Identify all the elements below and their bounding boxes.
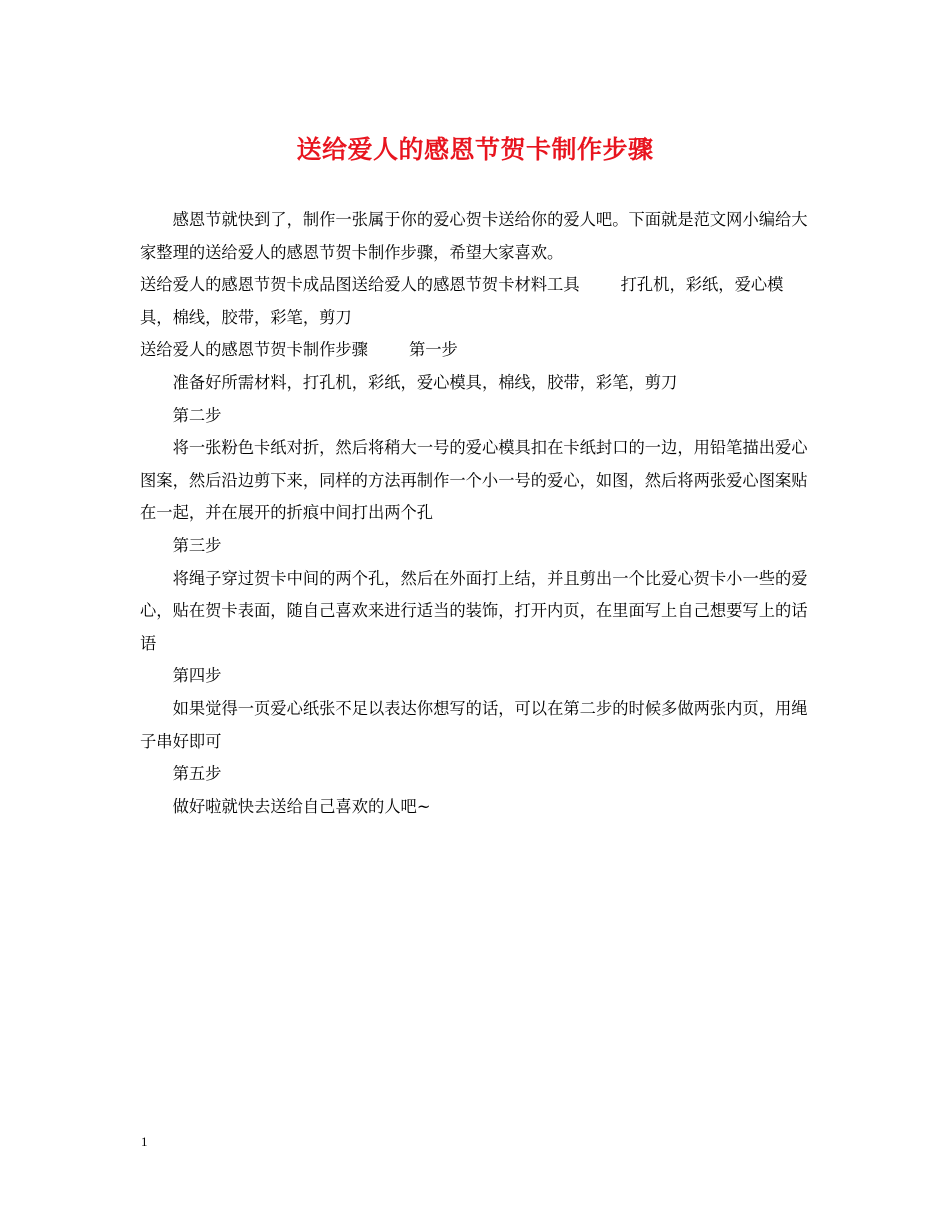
materials-label: 送给爱人的感恩节贺卡成品图送给爱人的感恩节贺卡材料工具 — [140, 275, 580, 295]
step3-heading: 第三步 — [172, 535, 222, 555]
steps-heading-paragraph — [140, 334, 812, 367]
step4-heading: 第四步 — [172, 666, 222, 686]
intro-paragraph: 感恩节就快到了，制作一张属于你的爱心贺卡送给你的爱人吧。下面就是范文网小编给大家整理的送给爱人的感恩节贺卡制作步骤，希望大家喜欢。 — [140, 210, 808, 262]
step5-heading: 第五步 — [172, 764, 222, 784]
step5-text: 做好啦就快去送给自己喜欢的人吧~ — [172, 796, 431, 816]
materials-paragraph — [140, 269, 812, 334]
step2-text: 将一张粉色卡纸对折，然后将稍大一号的爱心模具扣在卡纸封口的一边，用铅笔描出爱心图案，然后沿边剪下来，同样的方法再制作一个小一号的爱心，如图，然后将两张爱心图案贴在一起，并在展开的折痕中间打出两个孔 — [140, 438, 808, 523]
document-body — [140, 204, 812, 823]
steps-label: 送给爱人的感恩节贺卡制作步骤 — [140, 340, 368, 360]
step4-text: 如果觉得一页爱心纸张不足以表达你想写的话，可以在第二步的时候多做两张内页，用绳子串好即可 — [140, 698, 808, 751]
step2-heading: 第二步 — [172, 405, 222, 425]
materials-value: 打孔机，彩纸，爱心模具，棉线，胶带，彩笔，剪刀 — [140, 275, 784, 327]
step1-heading: 第一步 — [408, 340, 458, 360]
page-number: 1 — [141, 1134, 148, 1149]
step1-text: 准备好所需材料，打孔机，彩纸，爱心模具，棉线，胶带，彩笔，剪刀 — [172, 372, 678, 392]
step3-text: 将绳子穿过贺卡中间的两个孔，然后在外面打上结，并且剪出一个比爱心贺卡小一些的爱心，贴在贺卡表面，随自己喜欢来进行适当的装饰，打开内页，在里面写上自己想要写上的话语 — [140, 568, 808, 653]
document-title: 送给爱人的感恩节贺卡制作步骤 — [296, 135, 654, 164]
